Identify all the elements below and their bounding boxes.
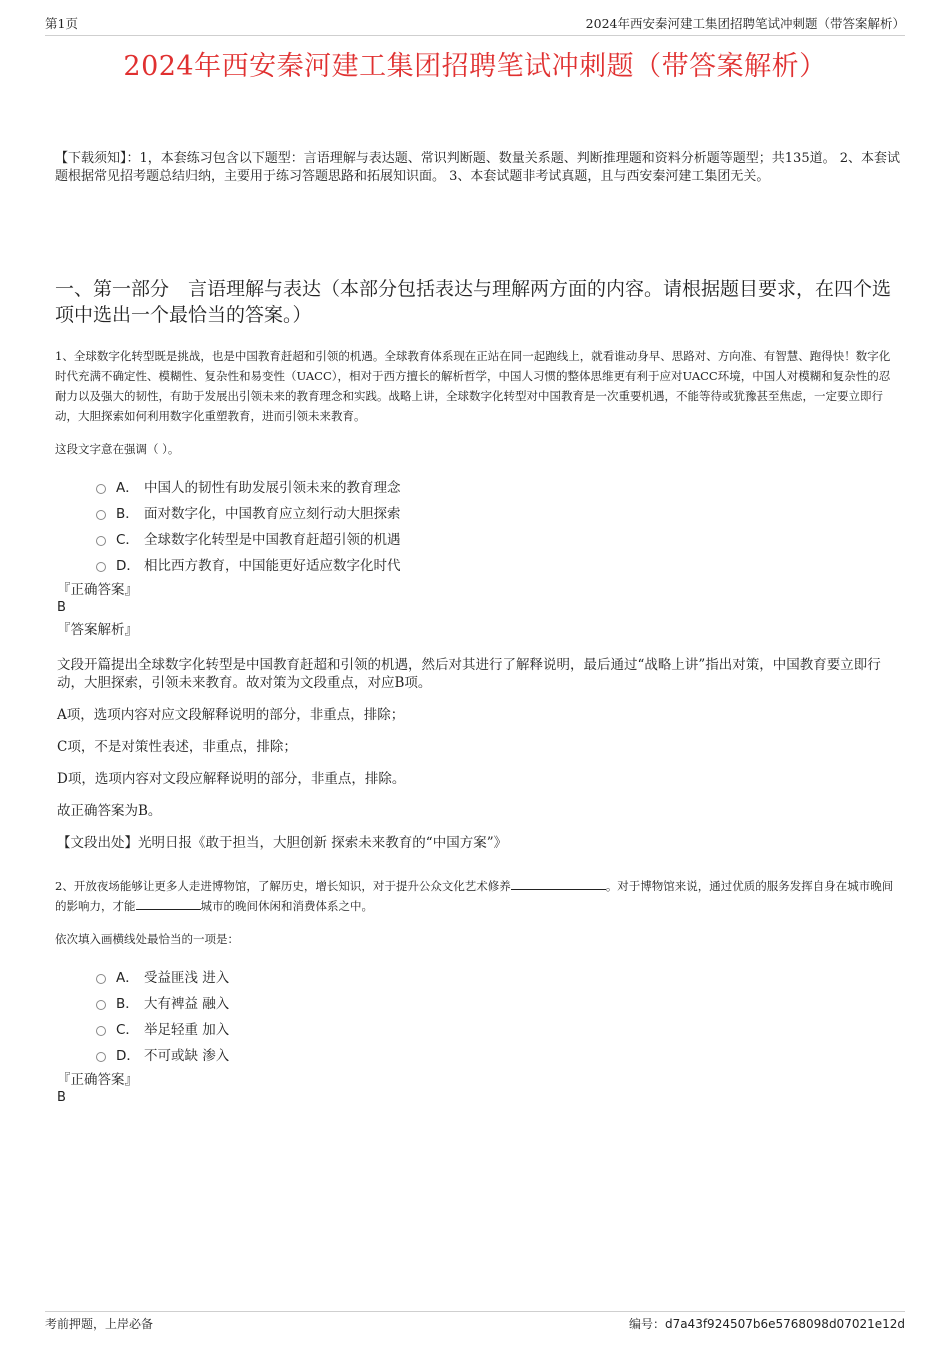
question-1-stem: 1、全球数字化转型既是挑战，也是中国教育赶超和引领的机遇。全球教育体系现在正站在同一起跑线上，就看谁动身早、思路对、方向准、有智慧、跑得快！数字化时代充满不确定性、模糊性、复杂性和易变性（UACC），相对于西方擅长的解析哲学，中国人习惯的整体思维更有利于应对UACC环境，中国人对模糊和复杂性的忍耐力以及强大的韧性，有助于发展出引领未来的教育理念和实践。战略上讲，全球数字化转型对中国教育是一次重要机遇，不能等待或犹豫甚至焦虑，一定要立即行动，大胆探索如何利用数字化重塑教育，进而引领未来教育。	[55, 349, 891, 423]
option-letter: A．	[116, 480, 139, 496]
question-1-option-d[interactable]	[96, 551, 401, 577]
stem-text: 城市的晚间休闲和消费体系之中。	[200, 899, 373, 913]
radio-button[interactable]	[96, 974, 106, 984]
question-2-option-d[interactable]	[96, 1041, 229, 1067]
header-doc-title: 2024年西安秦河建工集团招聘笔试冲刺题（带答案解析）	[585, 16, 905, 31]
option-letter: B．	[116, 996, 139, 1012]
question-2-answer	[57, 1071, 138, 1107]
radio-button[interactable]	[96, 536, 106, 546]
question-1-options	[96, 473, 401, 577]
question-2-prompt: 依次填入画横线处最恰当的一项是：	[55, 932, 239, 946]
analysis-paragraph: C项，不是对策性表述，非重点，排除；	[57, 739, 297, 755]
option-letter: D．	[116, 1048, 140, 1064]
fill-blank-1	[511, 877, 606, 890]
radio-button[interactable]	[96, 1026, 106, 1036]
analysis-paragraph: A项，选项内容对应文段解释说明的部分，非重点，排除；	[57, 707, 405, 723]
stem-text: 2、开放夜场能够让更多人走进博物馆，了解历史，增长知识，对于提升公众文化艺术修养	[55, 879, 511, 893]
question-1-option-b[interactable]	[96, 499, 401, 525]
answer-label: 『正确答案』	[57, 582, 138, 598]
page-number: 第1页	[45, 16, 78, 31]
answer-value: B	[57, 600, 66, 615]
option-text: 不可或缺 渗入	[144, 1048, 230, 1064]
option-letter: C．	[116, 532, 139, 548]
code-value: d7a43f924507b6e5768098d07021e12d	[664, 1317, 905, 1331]
question-1-answer	[57, 581, 138, 639]
question-2-option-b[interactable]	[96, 989, 229, 1015]
radio-button[interactable]	[96, 562, 106, 572]
option-text: 中国人的韧性有助发展引领未来的教育理念	[144, 480, 401, 496]
question-1	[55, 346, 900, 459]
option-text: 面对数字化，中国教育应立刻行动大胆探索	[144, 506, 401, 522]
source-citation: 【文段出处】光明日报《敢于担当，大胆创新 探索未来教育的“中国方案”》	[57, 835, 508, 851]
option-text: 全球数字化转型是中国教育赶超引领的机遇	[144, 532, 401, 548]
analysis-paragraph: 故正确答案为B。	[57, 803, 162, 819]
question-1-analysis	[57, 656, 895, 866]
answer-label: 『正确答案』	[57, 1072, 138, 1088]
page-header	[45, 14, 905, 36]
question-2-options	[96, 963, 229, 1067]
question-1-prompt: 这段文字意在强调（ ）。	[55, 442, 180, 456]
analysis-paragraph: D项，选项内容对文段应解释说明的部分，非重点，排除。	[57, 771, 406, 787]
analysis-paragraph: 文段开篇提出全球数字化转型是中国教育赶超和引领的机遇，然后对其进行了解释说明，最后通过“战略上讲”指出对策，中国教育要立即行动，大胆探索，引领未来教育。故对策为文段重点，对应B项。	[57, 657, 881, 691]
document-code	[629, 1315, 905, 1332]
document-title: 2024年西安秦河建工集团招聘笔试冲刺题（带答案解析）	[123, 51, 827, 82]
question-2-option-a[interactable]	[96, 963, 229, 989]
download-notice: 【下载须知】：1，本套练习包含以下题型：言语理解与表达题、常识判断题、数量关系题、判断推理题和资料分析题等题型；共135道。 2、本套试题根据常见招考题总结归纳，主要用于练习答题思路和拓展知识面。 3、本套试题非考试真题，且与西安秦河建工集团无关。	[55, 151, 900, 184]
question-2-stem	[55, 876, 900, 916]
question-1-option-c[interactable]	[96, 525, 401, 551]
radio-button[interactable]	[96, 484, 106, 494]
option-text: 举足轻重 加入	[144, 1022, 230, 1038]
option-letter: B．	[116, 506, 139, 522]
analysis-label: 『答案解析』	[57, 622, 138, 638]
section-heading: 一、第一部分 言语理解与表达（本部分包括表达与理解两方面的内容。请根据题目要求，在四个选项中选出一个最恰当的答案。）	[55, 278, 892, 326]
radio-button[interactable]	[96, 1000, 106, 1010]
page-footer	[45, 1311, 905, 1332]
fill-blank-2	[136, 897, 201, 910]
radio-button[interactable]	[96, 1052, 106, 1062]
question-1-option-a[interactable]	[96, 473, 401, 499]
stem-text: 。对于博物馆来说，通过优质的服务发挥自身在城市晚间的影响力，才能	[55, 879, 894, 913]
question-2-option-c[interactable]	[96, 1015, 229, 1041]
option-text: 受益匪浅 进入	[144, 970, 230, 986]
code-label: 编号：	[628, 1317, 665, 1331]
footer-slogan: 考前押题，上岸必备	[45, 1317, 154, 1331]
option-letter: A．	[116, 970, 139, 986]
option-text: 大有裨益 融入	[144, 996, 230, 1012]
answer-value: B	[57, 1090, 66, 1105]
radio-button[interactable]	[96, 510, 106, 520]
question-2	[55, 876, 900, 949]
option-letter: C．	[116, 1022, 139, 1038]
option-text: 相比西方教育，中国能更好适应数字化时代	[144, 558, 401, 574]
option-letter: D．	[116, 558, 140, 574]
